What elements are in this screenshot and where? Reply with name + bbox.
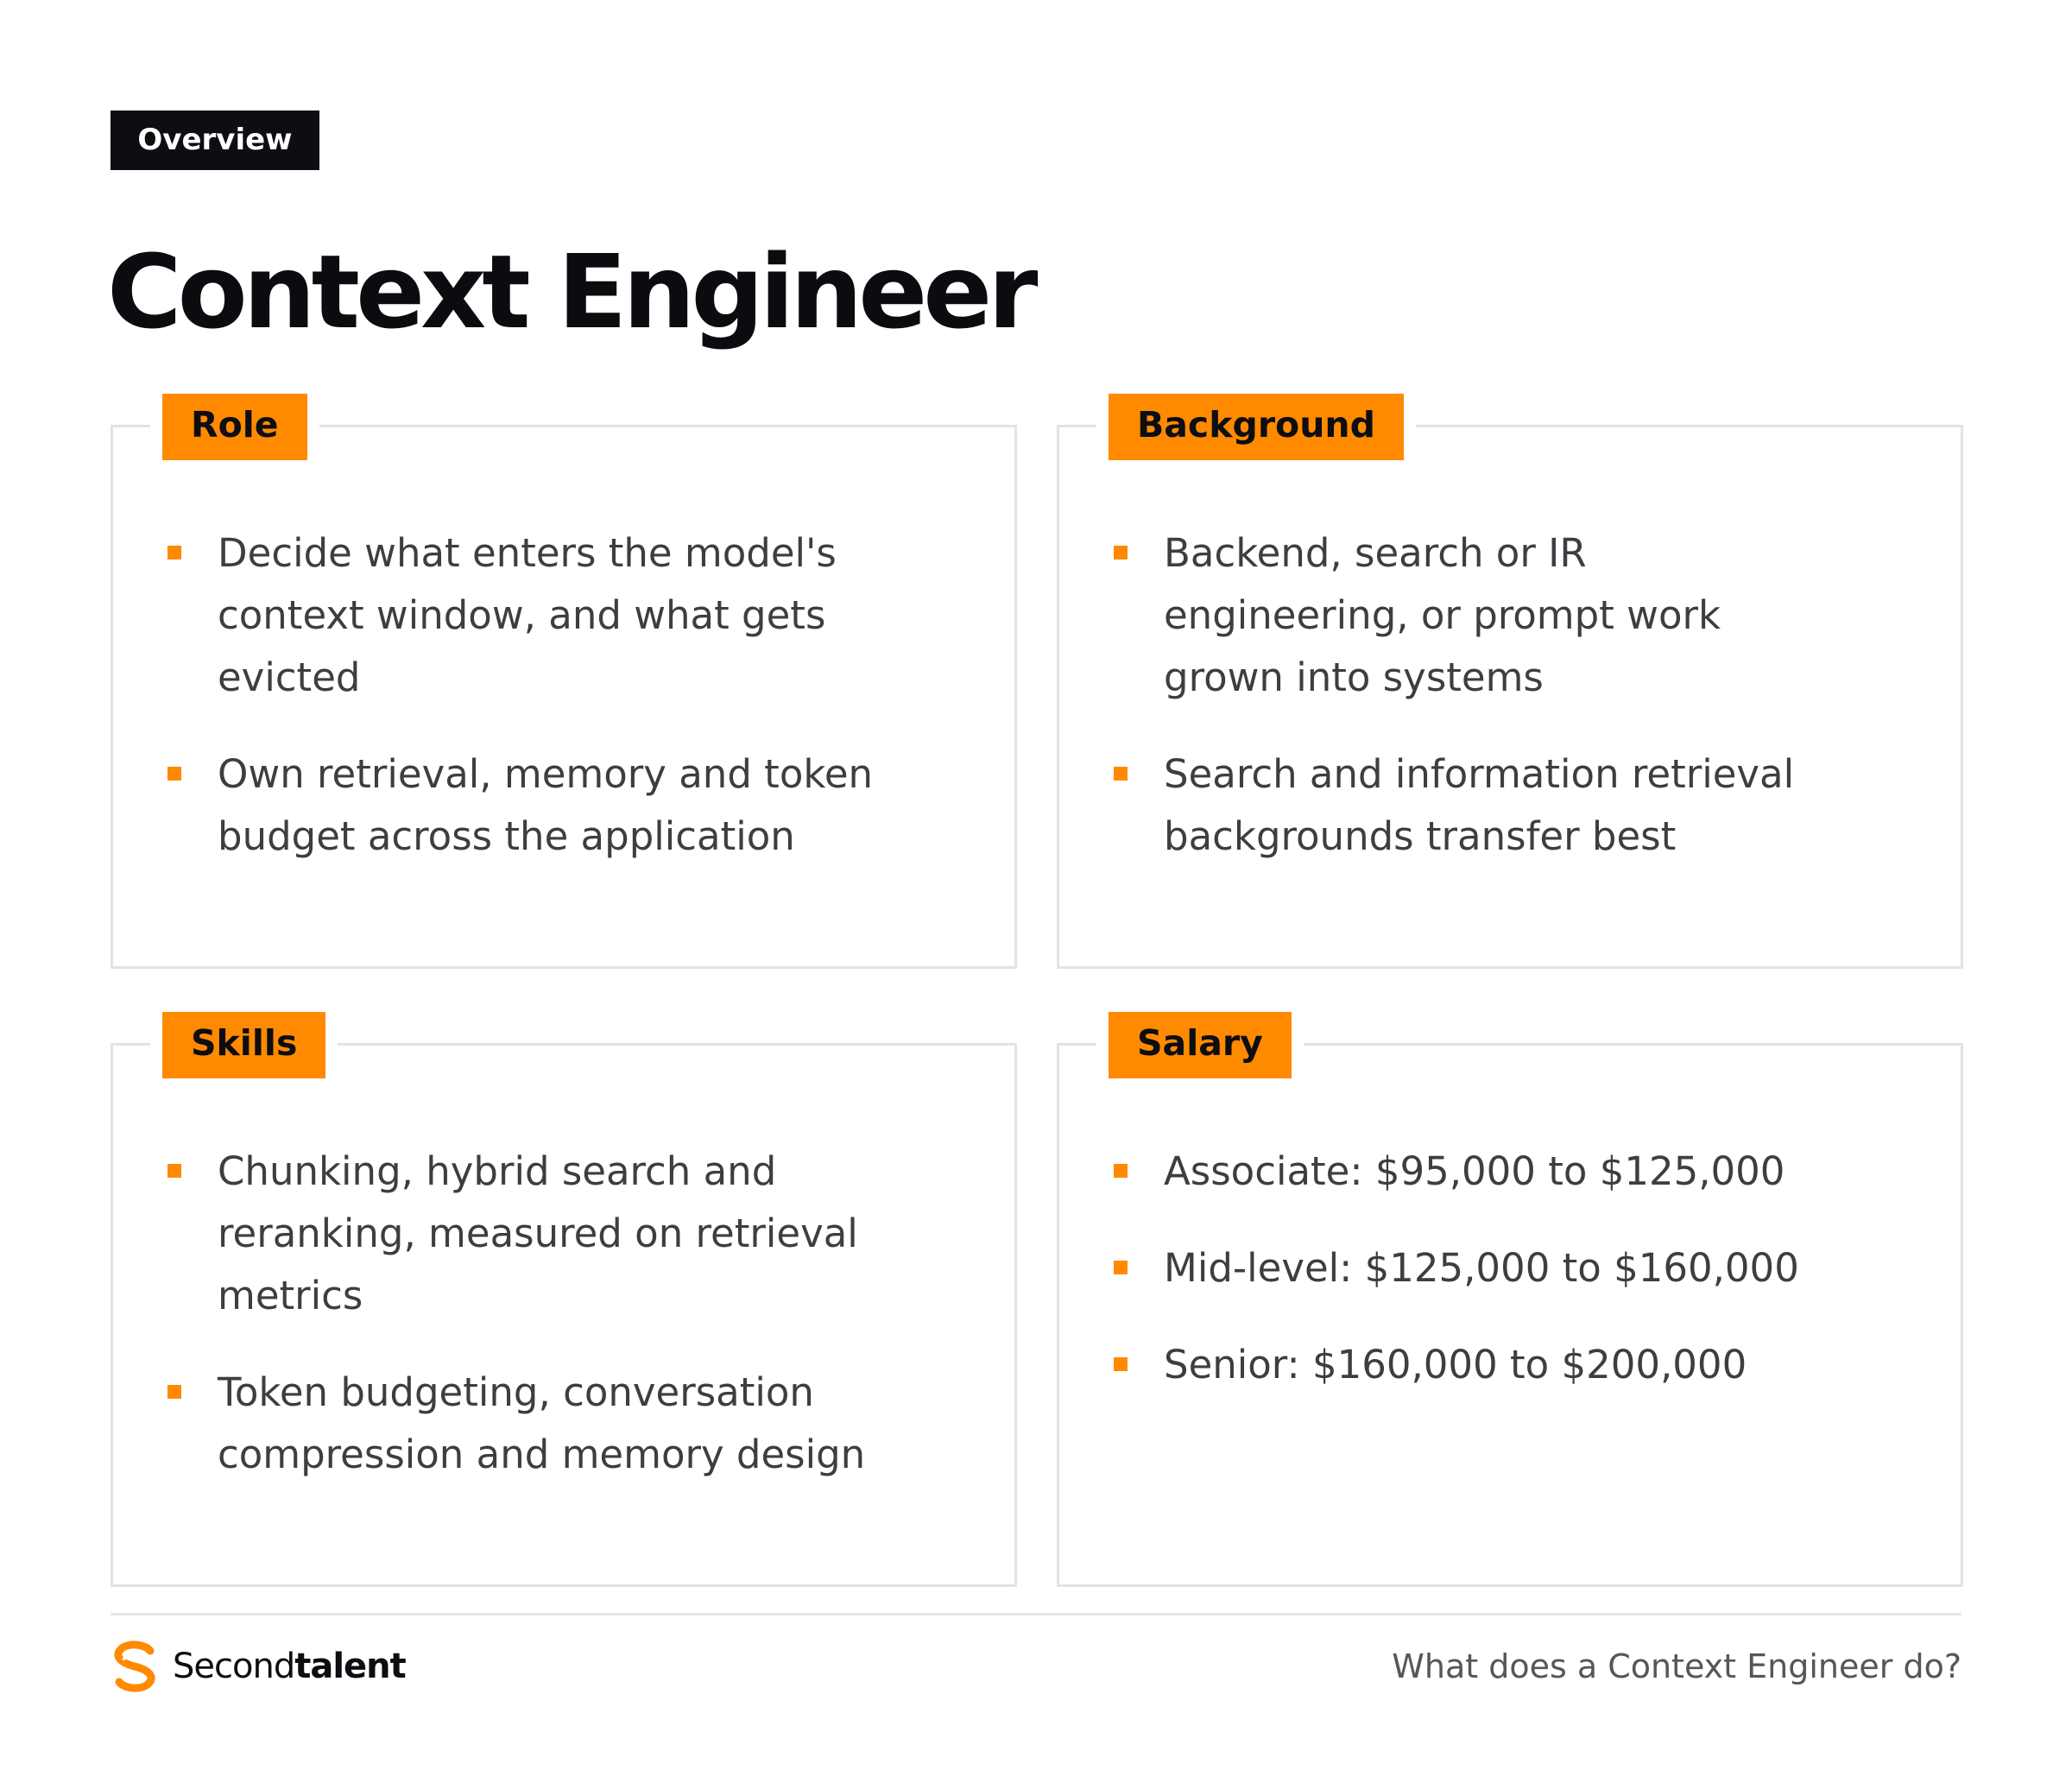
background-item-text: Search and information retrieval backgrounds transfer best	[1164, 751, 1795, 859]
list-item	[165, 1362, 885, 1486]
role-item-text: Own retrieval, memory and token budget across the application	[218, 751, 874, 859]
role-item-text: Decide what enters the model's context window, and what gets evicted	[218, 530, 837, 700]
salary-item-text: Associate: $95,000 to $125,000	[1164, 1148, 1785, 1194]
bullet-square-icon	[167, 1385, 181, 1399]
list-item	[1111, 522, 1814, 709]
list-item	[165, 1141, 885, 1327]
overview-tag: Overview	[111, 111, 319, 170]
bullet-square-icon	[167, 546, 181, 559]
salary-card-label: Salary	[1109, 1012, 1292, 1078]
background-list	[1111, 522, 1814, 902]
salary-item-text: Mid-level: $125,000 to $160,000	[1164, 1245, 1799, 1291]
background-card-label: Background	[1109, 394, 1404, 460]
brand-logo	[111, 1640, 406, 1692]
secondtalent-s-logo-icon	[111, 1640, 159, 1692]
role-list	[165, 522, 937, 902]
list-item	[1111, 1237, 1943, 1299]
brand-name-bold: talent	[294, 1647, 406, 1686]
list-item	[1111, 743, 1814, 868]
bullet-square-icon	[1114, 546, 1128, 559]
list-item	[165, 522, 937, 709]
background-card	[1057, 404, 1963, 969]
bullet-square-icon	[1114, 1357, 1128, 1371]
bullet-square-icon	[167, 1164, 181, 1178]
list-item	[1111, 1334, 1943, 1396]
page-title: Context Engineer	[107, 232, 1034, 351]
skills-item-text: Chunking, hybrid search and reranking, measured on retrieval metrics	[218, 1148, 858, 1318]
list-item	[165, 743, 937, 868]
salary-card	[1057, 1022, 1963, 1587]
bullet-square-icon	[1114, 767, 1128, 781]
salary-list	[1111, 1141, 1943, 1431]
role-card-label: Role	[162, 394, 307, 460]
bullet-square-icon	[1114, 1164, 1128, 1178]
footer-caption: What does a Context Engineer do?	[1392, 1647, 1961, 1685]
skills-item-text: Token budgeting, conversation compression and memory design	[218, 1369, 866, 1477]
role-card	[111, 404, 1017, 969]
skills-card-label: Skills	[162, 1012, 325, 1078]
footer-divider	[111, 1613, 1961, 1615]
skills-card	[111, 1022, 1017, 1587]
bullet-square-icon	[1114, 1261, 1128, 1274]
brand-name-regular: Second	[173, 1647, 295, 1686]
skills-list	[165, 1141, 885, 1520]
salary-item-text: Senior: $160,000 to $200,000	[1164, 1342, 1747, 1388]
bullet-square-icon	[167, 767, 181, 781]
brand-name	[173, 1647, 406, 1686]
background-item-text: Backend, search or IR engineering, or prompt work grown into systems	[1164, 530, 1721, 700]
list-item	[1111, 1141, 1943, 1203]
